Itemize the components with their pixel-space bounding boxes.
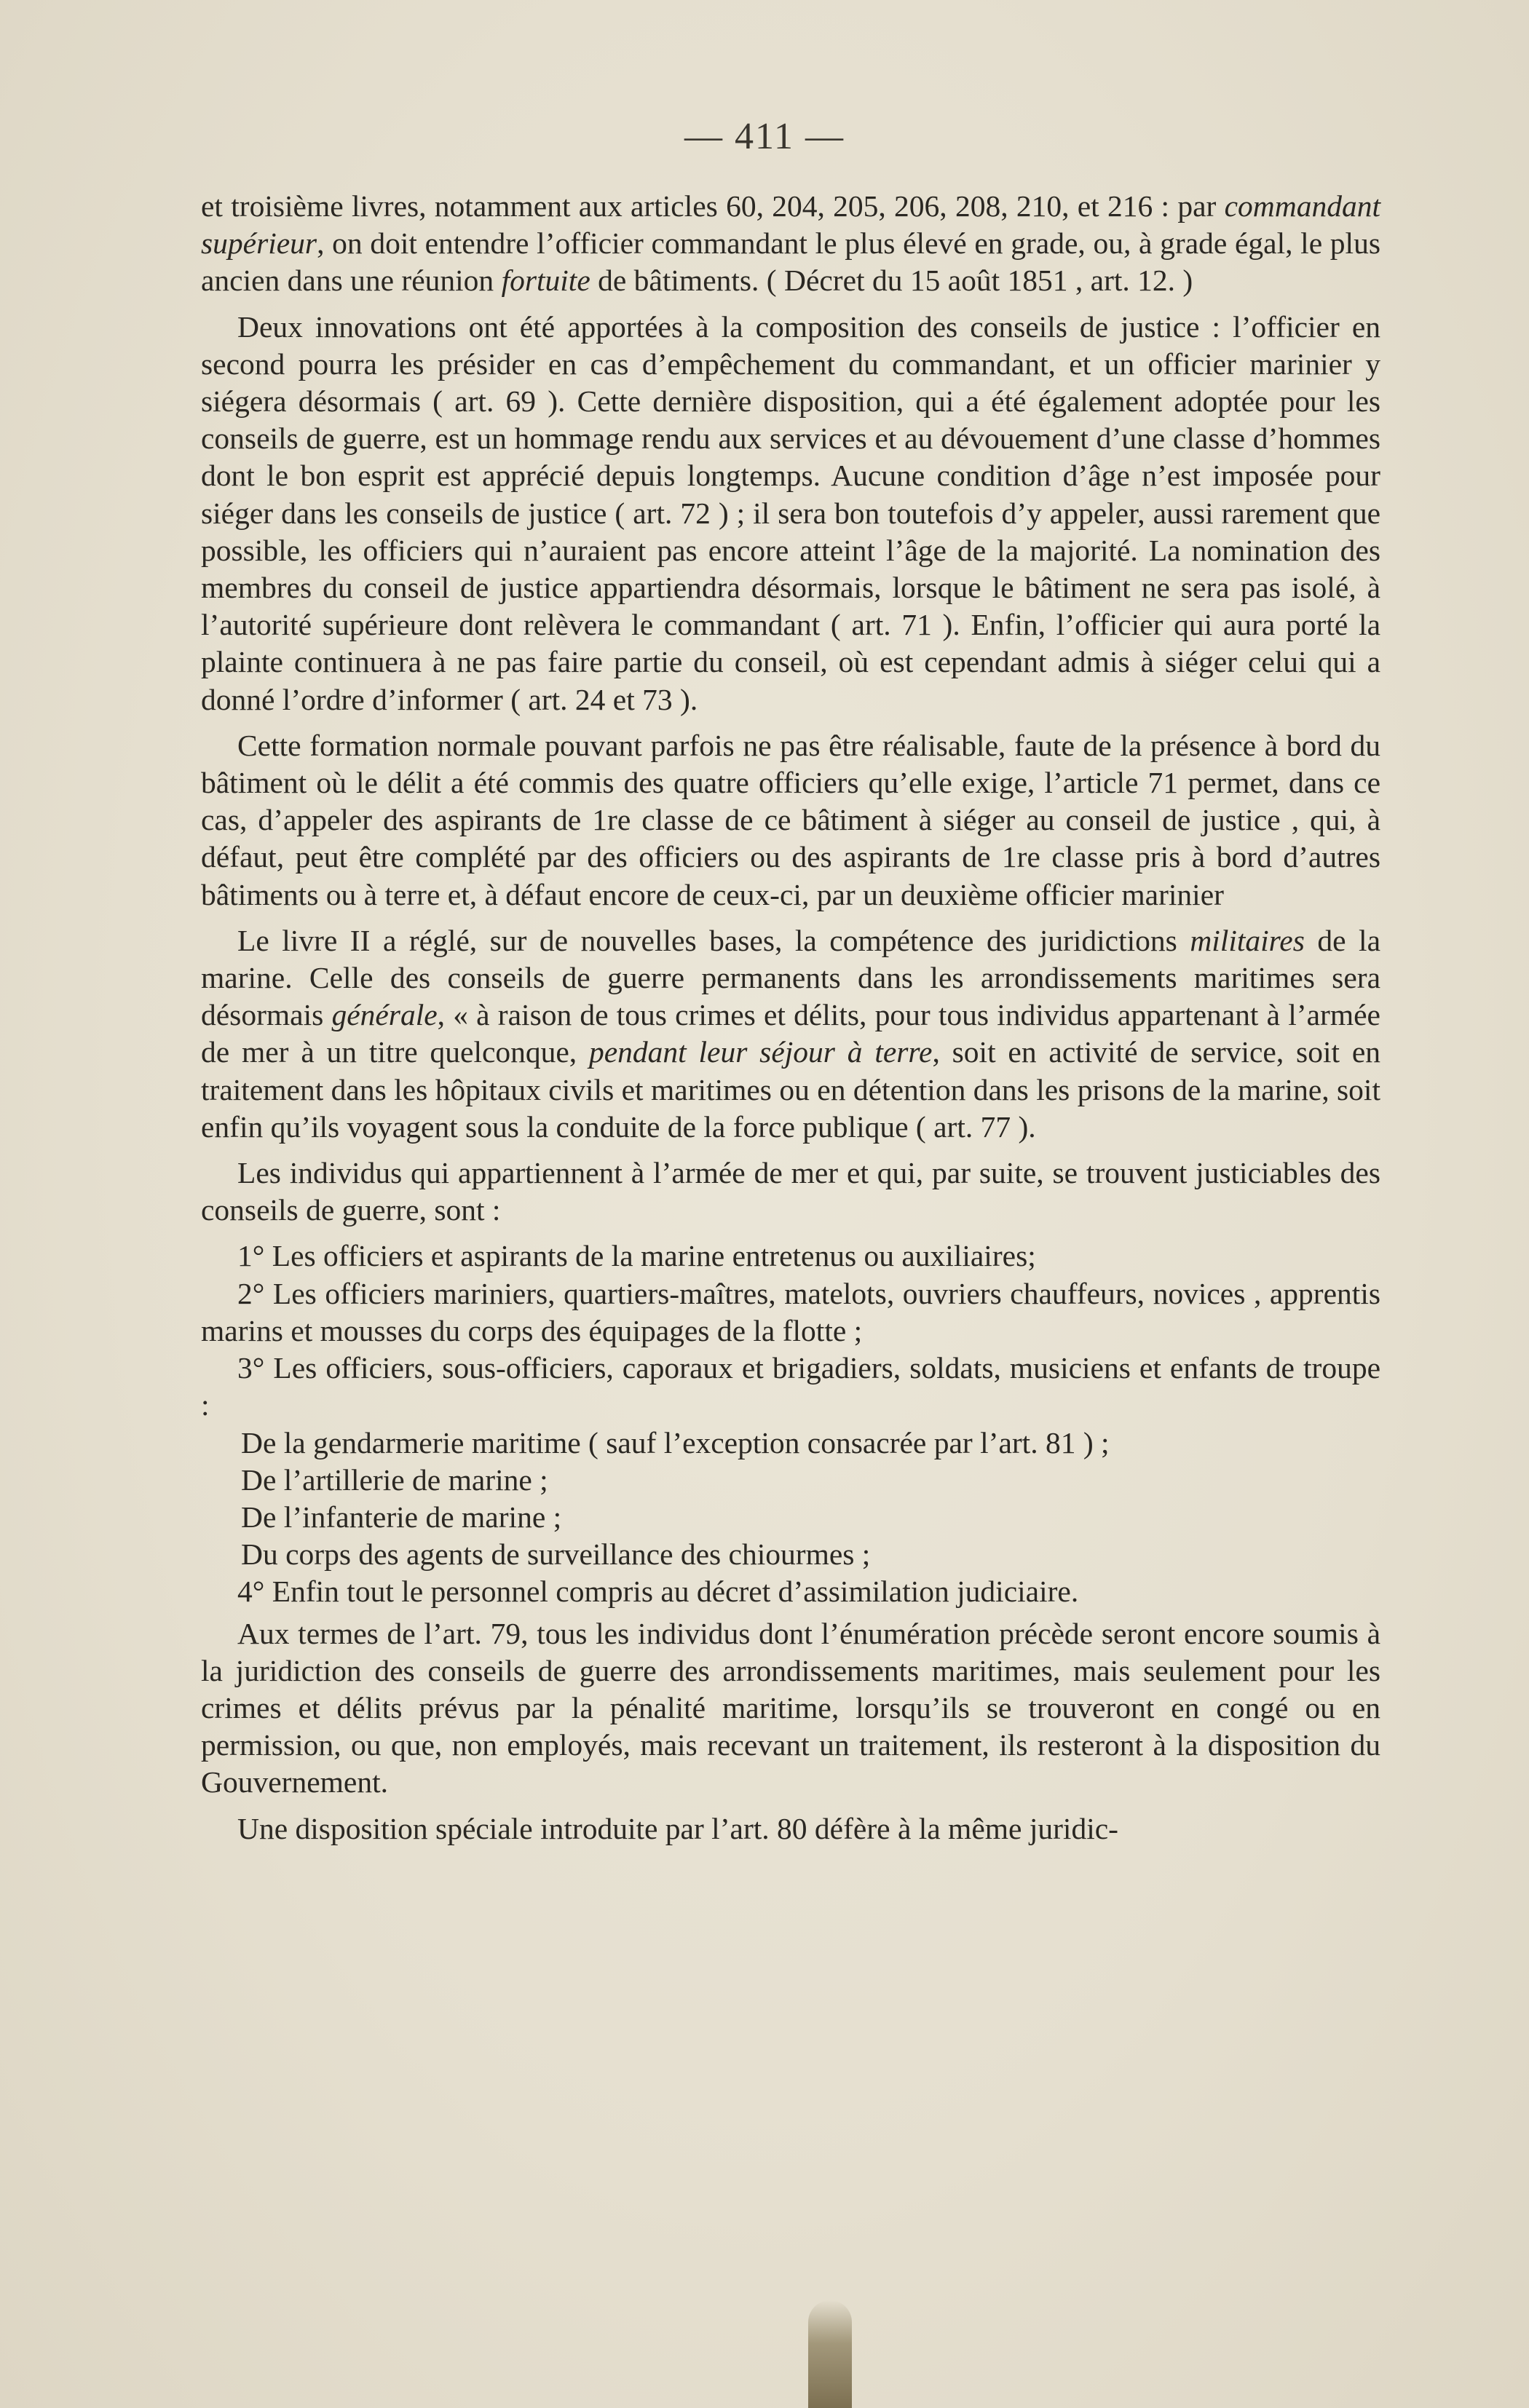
italic-term: pendant leur séjour à terre <box>589 1035 933 1069</box>
italic-term: générale <box>331 998 438 1032</box>
list-item-1: 1° Les officiers et aspirants de la marine entretenus ou auxiliaires; <box>237 1239 1036 1273</box>
list-item-3: 3° Les officiers, sous-officiers, caporaux et brigadiers, soldats, musiciens et enfants de troupe : <box>201 1351 1380 1422</box>
paragraph-3: Cette formation normale pouvant parfois ne pas être réalisable, faute de la présence à bord du bâtiment où le délit a été commis des quatre officiers qu’elle exige, l’article 71 permet, dans ce cas, d’appeler des aspirants de 1re classe de ce bâtiment à siéger au conseil de justice , qui, à défaut, peut être complété par des officiers ou des aspirants de 1re classe pris à bord d’autres bâtiments ou à terre et, à défaut encore de ceux-ci, par un deuxième officier marinier <box>201 728 1380 911</box>
paragraph-4: Le livre II a réglé, sur de nouvelles bases, la compétence des juridictions militaires de la marine. Celle des conseils de guerre permanents dans les arrondissements maritimes sera désormais générale, « à raison de tous crimes et délits, pour tous individus appartenant à l’armée de mer à un titre quelconque, pendant leur séjour à terre, soit en activité de service, soit en traitement dans les hôpitaux civils et maritimes ou en détention dans les prisons de la marine, soit enfin qu’ils voyagent sous la conduite de la force publique ( art. 77 ). <box>201 923 1380 1144</box>
sublist-item-2: De l’artillerie de marine ; <box>241 1462 548 1497</box>
paragraph-6: Aux termes de l’art. 79, tous les individus dont l’énumération précède seront encore soumis à la juridiction des conseils de guerre des arrondissements maritimes, mais seulement pour les crimes et délits prévus par la pénalité maritime, lorsqu’ils se trouveront en congé ou en permission, ou que, non employés, mais recevant un traitement, ils resteront à la disposition du Gouvernement. <box>201 1616 1380 1799</box>
binding-shadow <box>808 2300 852 2408</box>
paragraph-5: Les individus qui appartiennent à l’armée de mer et qui, par suite, se trouvent justiciables des conseils de guerre, sont : <box>201 1156 1380 1227</box>
sublist-item-1: De la gendarmerie maritime ( sauf l’exception consacrée par l’art. 81 ) ; <box>241 1425 1110 1460</box>
italic-term: militaires <box>1190 923 1305 957</box>
paragraph-1: et troisième livres, notamment aux articles 60, 204, 205, 206, 208, 210, et 216 : par commandant supérieur, on doit entendre l’officier commandant le plus élevé en grade, ou, à grade égal, le plus ancien dans une réunion fortuite de bâtiments. ( Décret du 15 août 1851 , art. 12. ) <box>201 189 1380 298</box>
paragraph-2: Deux innovations ont été apportées à la composition des conseils de justice : l’officier en second pourra les présider en cas d’empêchement du commandant, et un officier marinier y siégera désormais ( art. 69 ). Cette dernière disposition, qui a été également adoptée pour les conseils de guerre, est un hommage rendu aux services et au dévouement d’une classe d’hommes dont le bon esprit est apprécié depuis longtemps. Aucune condition d’âge n’est imposée pour siéger dans les conseils de justice ( art. 72 ) ; il sera bon toutefois d’y appeler, aussi rarement que possible, les officiers qui n’auraient pas encore atteint l’âge de la majorité. La nomination des membres du conseil de justice appartiendra désormais, lorsque le bâtiment ne sera pas isolé, à l’autorité supérieure dont relèvera le commandant ( art. 71 ). Enfin, l’officier qui aura porté la plainte continuera à ne pas faire partie du conseil, où est cependant admis à siéger celui qui a donné l’ordre d’informer ( art. 24 et 73 ). <box>201 309 1380 716</box>
paragraph-7: Une disposition spéciale introduite par l’art. 80 défère à la même juridic- <box>237 1811 1118 1845</box>
page-number: — 411 — <box>684 116 845 157</box>
italic-term: commandant supérieur <box>201 189 1380 261</box>
list-item-4: 4° Enfin tout le personnel compris au décret d’assimilation judiciaire. <box>237 1575 1079 1609</box>
italic-term: fortuite <box>501 264 590 298</box>
sublist-item-3: De l’infanterie de marine ; <box>241 1500 562 1534</box>
list-item-2: 2° Les officiers mariniers, quartiers-maîtres, matelots, ouvriers chauffeurs, novices , apprentis marins et mousses du corps des équipages de la flotte ; <box>201 1276 1380 1347</box>
sublist-item-4: Du corps des agents de surveillance des chiourmes ; <box>241 1537 871 1572</box>
body-text <box>201 188 1380 1856</box>
